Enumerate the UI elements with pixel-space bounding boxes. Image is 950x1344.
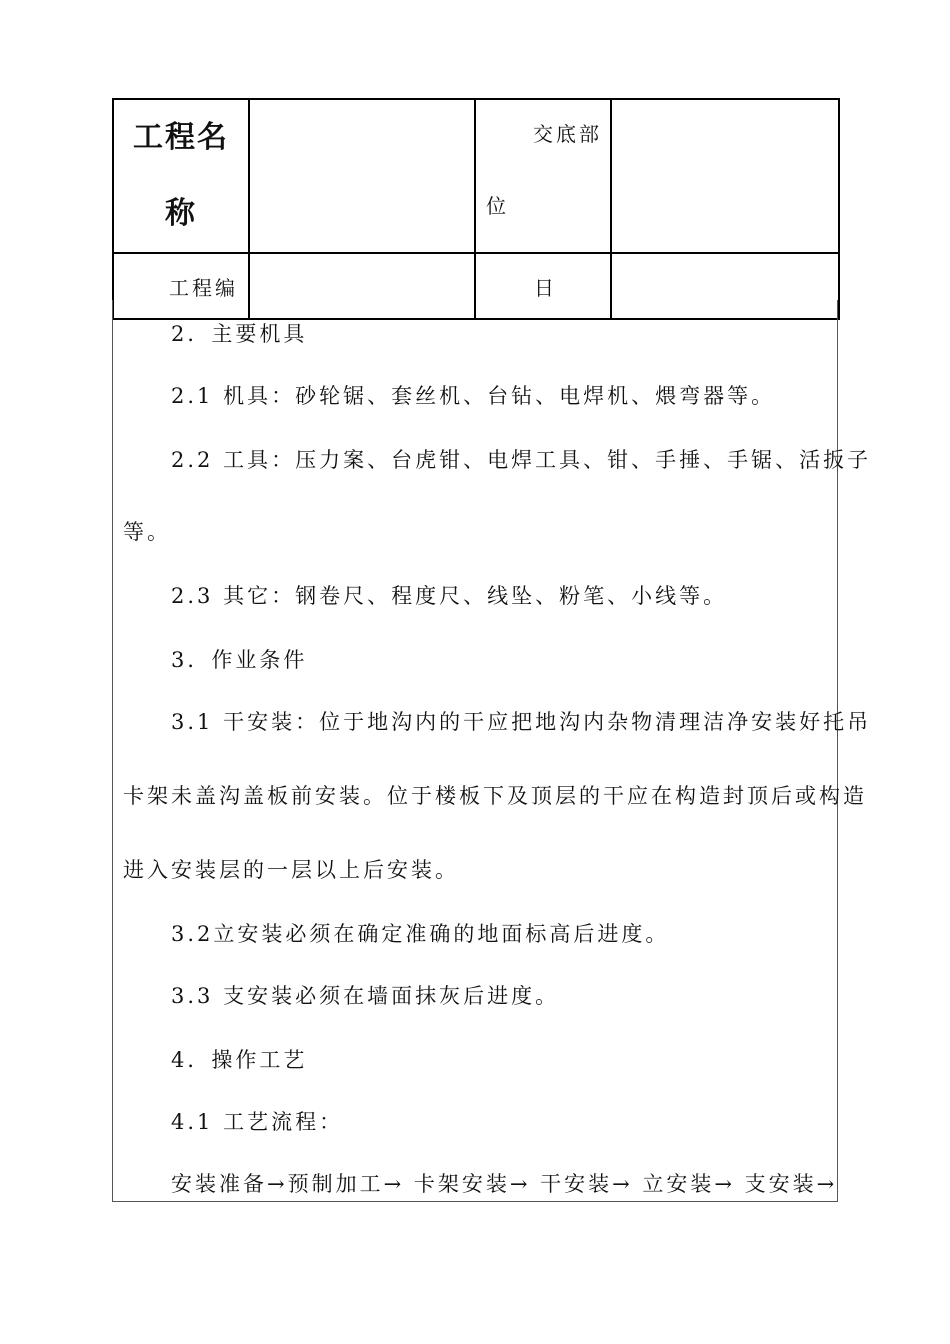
project-name-label — [113, 99, 249, 253]
project-name-label-line2: 称 — [165, 196, 197, 231]
section-heading-tools: 2．主要机具 — [171, 322, 308, 346]
date-label-text: 日 — [534, 276, 557, 300]
location-label-line2: 位 — [486, 194, 509, 218]
paragraph-riser-pipe: 3.2立安装必须在确定准确的地面标高后进度。 — [171, 922, 670, 946]
header-table — [112, 98, 838, 320]
location-label — [475, 99, 611, 253]
paragraph-main-pipe-cont1: 卡架未盖沟盖板前安装。位于楼板下及顶层的干应在构造封顶后或构造 — [123, 784, 867, 808]
section-heading-conditions: 3．作业条件 — [171, 648, 308, 672]
section-heading-process: 4．操作工艺 — [171, 1048, 308, 1072]
paragraph-hand-tools-cont: 等。 — [123, 520, 171, 544]
paragraph-other-tools: 2.3 其它：钢卷尺、程度尺、线坠、粉笔、小线等。 — [171, 584, 728, 608]
paragraph-main-pipe-cont2: 进入安装层的一层以上后安装。 — [123, 858, 459, 882]
paragraph-branch-pipe: 3.3 支安装必须在墙面抹灰后进度。 — [171, 984, 560, 1008]
paragraph-main-pipe: 3.1 干安装：位于地沟内的干应把地沟内杂物清理洁净安装好托吊 — [171, 710, 872, 734]
location-value[interactable] — [611, 99, 839, 253]
paragraph-process-flow: 4.1 工艺流程： — [171, 1110, 344, 1134]
project-no-label-text: 工程编 — [169, 276, 238, 300]
location-label-line1: 交底部 — [533, 122, 602, 146]
project-name-label-line1: 工程名 — [133, 120, 229, 155]
project-name-value[interactable] — [249, 99, 475, 253]
paragraph-hand-tools: 2.2 工具：压力案、台虎钳、电焊工具、钳、手捶、手锯、活扳子 — [171, 448, 872, 472]
paragraph-process-steps: 安装准备→预制加工→ 卡架安装→ 干安装→ 立安装→ 支安装→ — [171, 1172, 838, 1196]
content-box — [112, 300, 872, 1202]
paragraph-machines: 2.1 机具：砂轮锯、套丝机、台钻、电焊机、煨弯器等。 — [171, 384, 776, 408]
